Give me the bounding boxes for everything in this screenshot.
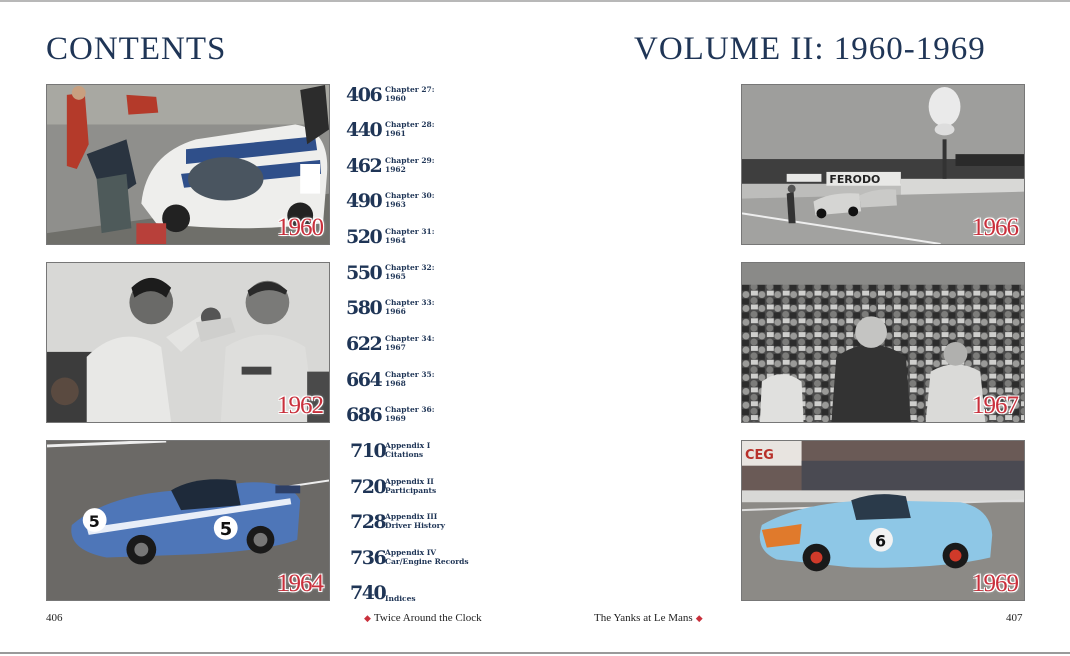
toc-label-line1: Chapter 27: <box>385 85 435 94</box>
toc-page-number: 736 <box>350 547 386 569</box>
toc-label-line2: 1964 <box>385 236 406 245</box>
photo-1969 <box>741 440 1025 601</box>
photo-year-label: 1962 <box>277 392 323 419</box>
toc-label-line2: 1962 <box>385 165 406 174</box>
toc-label <box>385 405 435 423</box>
photo-year-label: 1967 <box>972 392 1018 419</box>
toc-page-number: 728 <box>350 511 386 533</box>
toc-entry[interactable] <box>346 582 546 612</box>
toc-label-line2: Car/Engine Records <box>385 557 469 566</box>
svg-text:CEG: CEG <box>744 447 774 463</box>
toc-page-number: 720 <box>350 476 386 498</box>
toc-entry[interactable] <box>346 369 546 399</box>
toc-label <box>385 263 435 281</box>
toc-label-line2: 1963 <box>385 200 406 209</box>
toc-label <box>385 548 469 566</box>
toc-label <box>385 156 435 174</box>
left-page-number: 406 <box>46 612 63 624</box>
toc-page-number: 740 <box>350 582 386 604</box>
toc-label-line1: Appendix IV <box>385 548 437 557</box>
photo-year-label: 1964 <box>277 570 323 597</box>
toc-label <box>385 191 435 209</box>
toc-entry[interactable] <box>346 190 546 220</box>
toc-label-line1: Chapter 28: <box>385 120 435 129</box>
toc-entry[interactable] <box>346 262 546 292</box>
toc-entry[interactable] <box>346 226 546 256</box>
toc-page-number: 490 <box>346 190 382 212</box>
toc-label-line1: Indices <box>385 594 416 603</box>
photo-1966 <box>741 84 1025 245</box>
toc-entry[interactable] <box>346 547 546 577</box>
toc-label-line1: Appendix II <box>385 477 434 486</box>
toc-entry[interactable] <box>346 404 546 434</box>
toc-label-line1: Chapter 35: <box>385 370 435 379</box>
toc-label-line2: Driver History <box>385 521 445 530</box>
right-running-title-text: The Yanks at Le Mans <box>594 612 693 624</box>
toc-label <box>385 334 435 352</box>
svg-text:5: 5 <box>219 518 233 540</box>
toc-label-line1: Chapter 30: <box>385 191 435 200</box>
toc-entry[interactable] <box>346 440 546 470</box>
toc-label-line1: Chapter 32: <box>385 263 435 272</box>
toc-label <box>385 298 435 316</box>
contents-heading: CONTENTS <box>46 31 227 67</box>
svg-text:6: 6 <box>875 531 887 551</box>
page-top-edge <box>0 0 1070 2</box>
toc-label-line1: Chapter 31: <box>385 227 435 236</box>
toc-entry[interactable] <box>346 155 546 185</box>
left-running-title-text: Twice Around the Clock <box>373 612 482 624</box>
volume-heading: VOLUME II: 1960-1969 <box>634 31 986 67</box>
svg-text:5: 5 <box>88 511 100 531</box>
toc-label-line1: Chapter 29: <box>385 156 435 165</box>
toc-label-line2: Citations <box>385 450 424 459</box>
toc-page-number: 686 <box>346 404 382 426</box>
toc-page-number: 622 <box>346 333 382 355</box>
toc-label <box>385 594 416 603</box>
toc-label <box>385 227 435 245</box>
toc-page-number: 710 <box>350 440 386 462</box>
toc-page-number: 550 <box>346 262 382 284</box>
toc-label-line2: 1960 <box>385 94 406 103</box>
photo-1967 <box>741 262 1025 423</box>
toc-label-line2: 1961 <box>385 129 406 138</box>
right-running-title <box>594 612 706 624</box>
toc-label <box>385 512 445 530</box>
page-bottom-edge <box>0 652 1070 654</box>
toc-entry[interactable] <box>346 476 546 506</box>
svg-text:FERODO: FERODO <box>829 172 881 186</box>
toc-label-line2: 1965 <box>385 272 406 281</box>
toc-label <box>385 477 436 495</box>
toc-label-line1: Chapter 34: <box>385 334 435 343</box>
toc-label <box>385 370 435 388</box>
toc-label <box>385 120 435 138</box>
photo-1960 <box>46 84 330 245</box>
toc-label-line1: Chapter 33: <box>385 298 435 307</box>
toc-page-number: 406 <box>346 84 382 106</box>
toc-entry[interactable] <box>346 119 546 149</box>
photo-year-label: 1960 <box>277 214 323 241</box>
toc-entry[interactable] <box>346 511 546 541</box>
toc-entry[interactable] <box>346 333 546 363</box>
toc-label-line2: 1969 <box>385 414 406 423</box>
toc-page-number: 440 <box>346 119 382 141</box>
photo-1962 <box>46 262 330 423</box>
toc-page-number: 664 <box>346 369 382 391</box>
toc-label-line2: Participants <box>385 486 437 495</box>
toc-page-number: 462 <box>346 155 382 177</box>
photo-1964 <box>46 440 330 601</box>
toc-entry[interactable] <box>346 84 546 114</box>
toc-label-line2: 1966 <box>385 307 406 316</box>
toc-label <box>385 85 435 103</box>
toc-label-line1: Appendix I <box>385 441 431 450</box>
photo-year-label: 1966 <box>972 214 1018 241</box>
right-page-number: 407 <box>1006 612 1023 624</box>
toc-page-number: 520 <box>346 226 382 248</box>
left-running-title <box>361 612 482 624</box>
photo-year-label: 1969 <box>972 570 1018 597</box>
diamond-ornament-icon: ◆ <box>364 613 371 623</box>
toc-label-line1: Chapter 36: <box>385 405 435 414</box>
toc-label-line2: 1968 <box>385 379 406 388</box>
toc-label-line2: 1967 <box>385 343 406 352</box>
diamond-ornament-icon: ◆ <box>695 613 703 623</box>
toc-label <box>385 441 430 459</box>
toc-entry[interactable] <box>346 297 546 327</box>
toc-page-number: 580 <box>346 297 382 319</box>
toc-label-line1: Appendix III <box>385 512 438 521</box>
